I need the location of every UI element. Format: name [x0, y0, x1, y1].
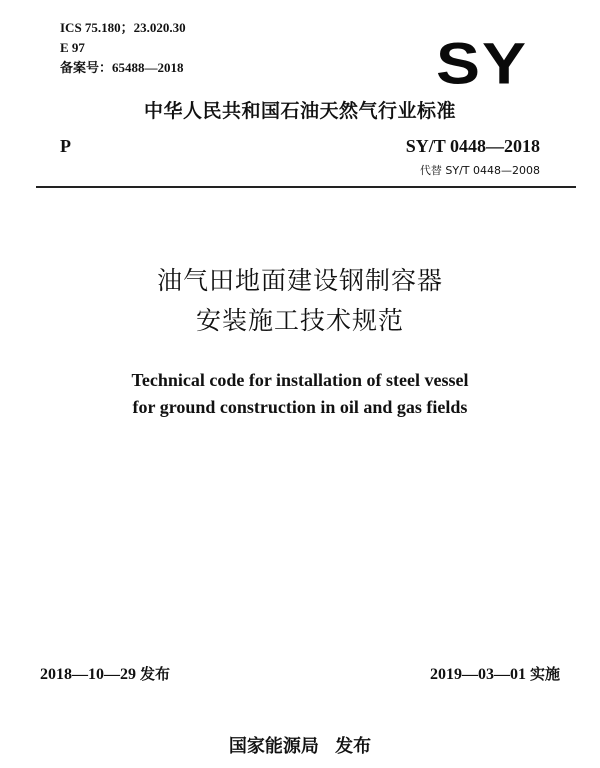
issued-date	[40, 663, 170, 684]
filing-number: 备案号：65488—2018	[60, 60, 184, 75]
category-label: P	[60, 136, 71, 156]
ccs-code: E 97	[60, 40, 85, 55]
issuer: 国家能源局 发布	[228, 736, 372, 757]
standard-name: 中华人民共和国石油天然气行业标准	[143, 100, 456, 122]
replaces-note: 代替 SY/T 0448—2008	[419, 164, 540, 177]
title-en-line2: for ground construction in oil and gas fields	[132, 397, 468, 417]
effective-date-value: 2019—03—01	[429, 666, 526, 683]
effective-date	[430, 663, 560, 684]
effective-label: 实施	[529, 665, 560, 683]
title-en-line1: Technical code for installation of steel vessel	[131, 370, 469, 390]
ics-code: ICS 75.180；23.020.30	[60, 20, 186, 35]
sy-logo: SY	[436, 30, 529, 96]
issued-date-value: 2018—10—29	[40, 666, 136, 683]
standard-number: SY/T 0448—2018	[405, 136, 540, 156]
issued-label: 发布	[140, 665, 171, 683]
title-cn-line1: 油气田地面建设钢制容器	[156, 266, 443, 295]
title-cn-line2: 安装施工技术规范	[195, 306, 404, 335]
header-divider	[36, 186, 576, 188]
